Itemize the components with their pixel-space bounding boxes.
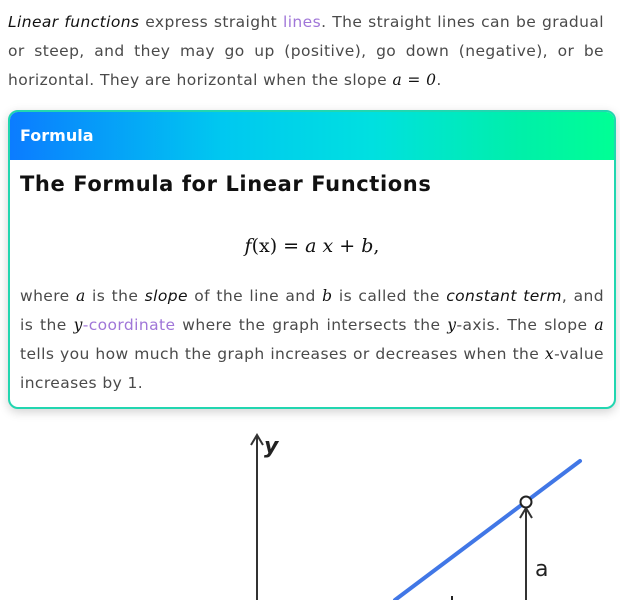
x-var: x xyxy=(544,345,555,363)
intro-paragraph xyxy=(8,8,604,95)
formula-b: b xyxy=(361,235,374,257)
formula-explanation xyxy=(20,282,604,398)
intro-text-3: . xyxy=(436,71,442,89)
point-marker xyxy=(521,497,532,508)
y-coordinate-var[interactable]: y xyxy=(73,316,83,334)
text-axis: -axis. The slope xyxy=(456,316,595,334)
text-and-is: , and is the xyxy=(20,287,604,334)
intro-text-1: express straight xyxy=(139,13,283,31)
text-where-graph: where the graph intersects the xyxy=(175,316,448,334)
text-where: where xyxy=(20,287,76,305)
text-called: is called the xyxy=(332,287,447,305)
formula-card-title: The Formula for Linear Functions xyxy=(20,172,432,196)
linear-formula xyxy=(10,235,614,257)
y-axis-var: y xyxy=(447,316,457,334)
formula-f: f xyxy=(244,235,252,257)
text-x-value: -value increases by 1. xyxy=(20,345,604,392)
y-coordinate-link[interactable]: -coordinate xyxy=(82,316,176,334)
formula-plus: + xyxy=(333,235,362,257)
formula-comma: , xyxy=(373,235,380,257)
formula-card xyxy=(8,110,616,409)
constant-term: constant term xyxy=(446,287,562,305)
formula-mid: (x) = xyxy=(251,235,306,257)
formula-x: x xyxy=(316,235,334,257)
text-tells: tells you how much the graph increases or decreases when the xyxy=(20,345,545,363)
y-axis-label: y xyxy=(264,434,279,459)
linear-function-graph xyxy=(0,410,620,600)
slope-term: slope xyxy=(144,287,188,305)
slope-a-var: a xyxy=(594,316,604,334)
slope-zero-math: a = 0 xyxy=(392,71,437,89)
text-is-the: is the xyxy=(85,287,145,305)
text-of-line: of the line and xyxy=(187,287,323,305)
formula-card-header: Formula xyxy=(10,112,614,160)
formula-a: a xyxy=(305,235,317,257)
linear-functions-term: Linear functions xyxy=(8,13,140,31)
function-line xyxy=(395,461,580,600)
var-b: b xyxy=(322,287,333,305)
intro-text-2: . The straight lines can be gradual or steep, and they may go up (positive), go down (negative), or be horizontal. They are horizontal when the slope xyxy=(8,13,604,89)
rise-label: a xyxy=(535,557,549,582)
var-a: a xyxy=(76,287,86,305)
lines-link[interactable]: lines xyxy=(283,13,322,31)
